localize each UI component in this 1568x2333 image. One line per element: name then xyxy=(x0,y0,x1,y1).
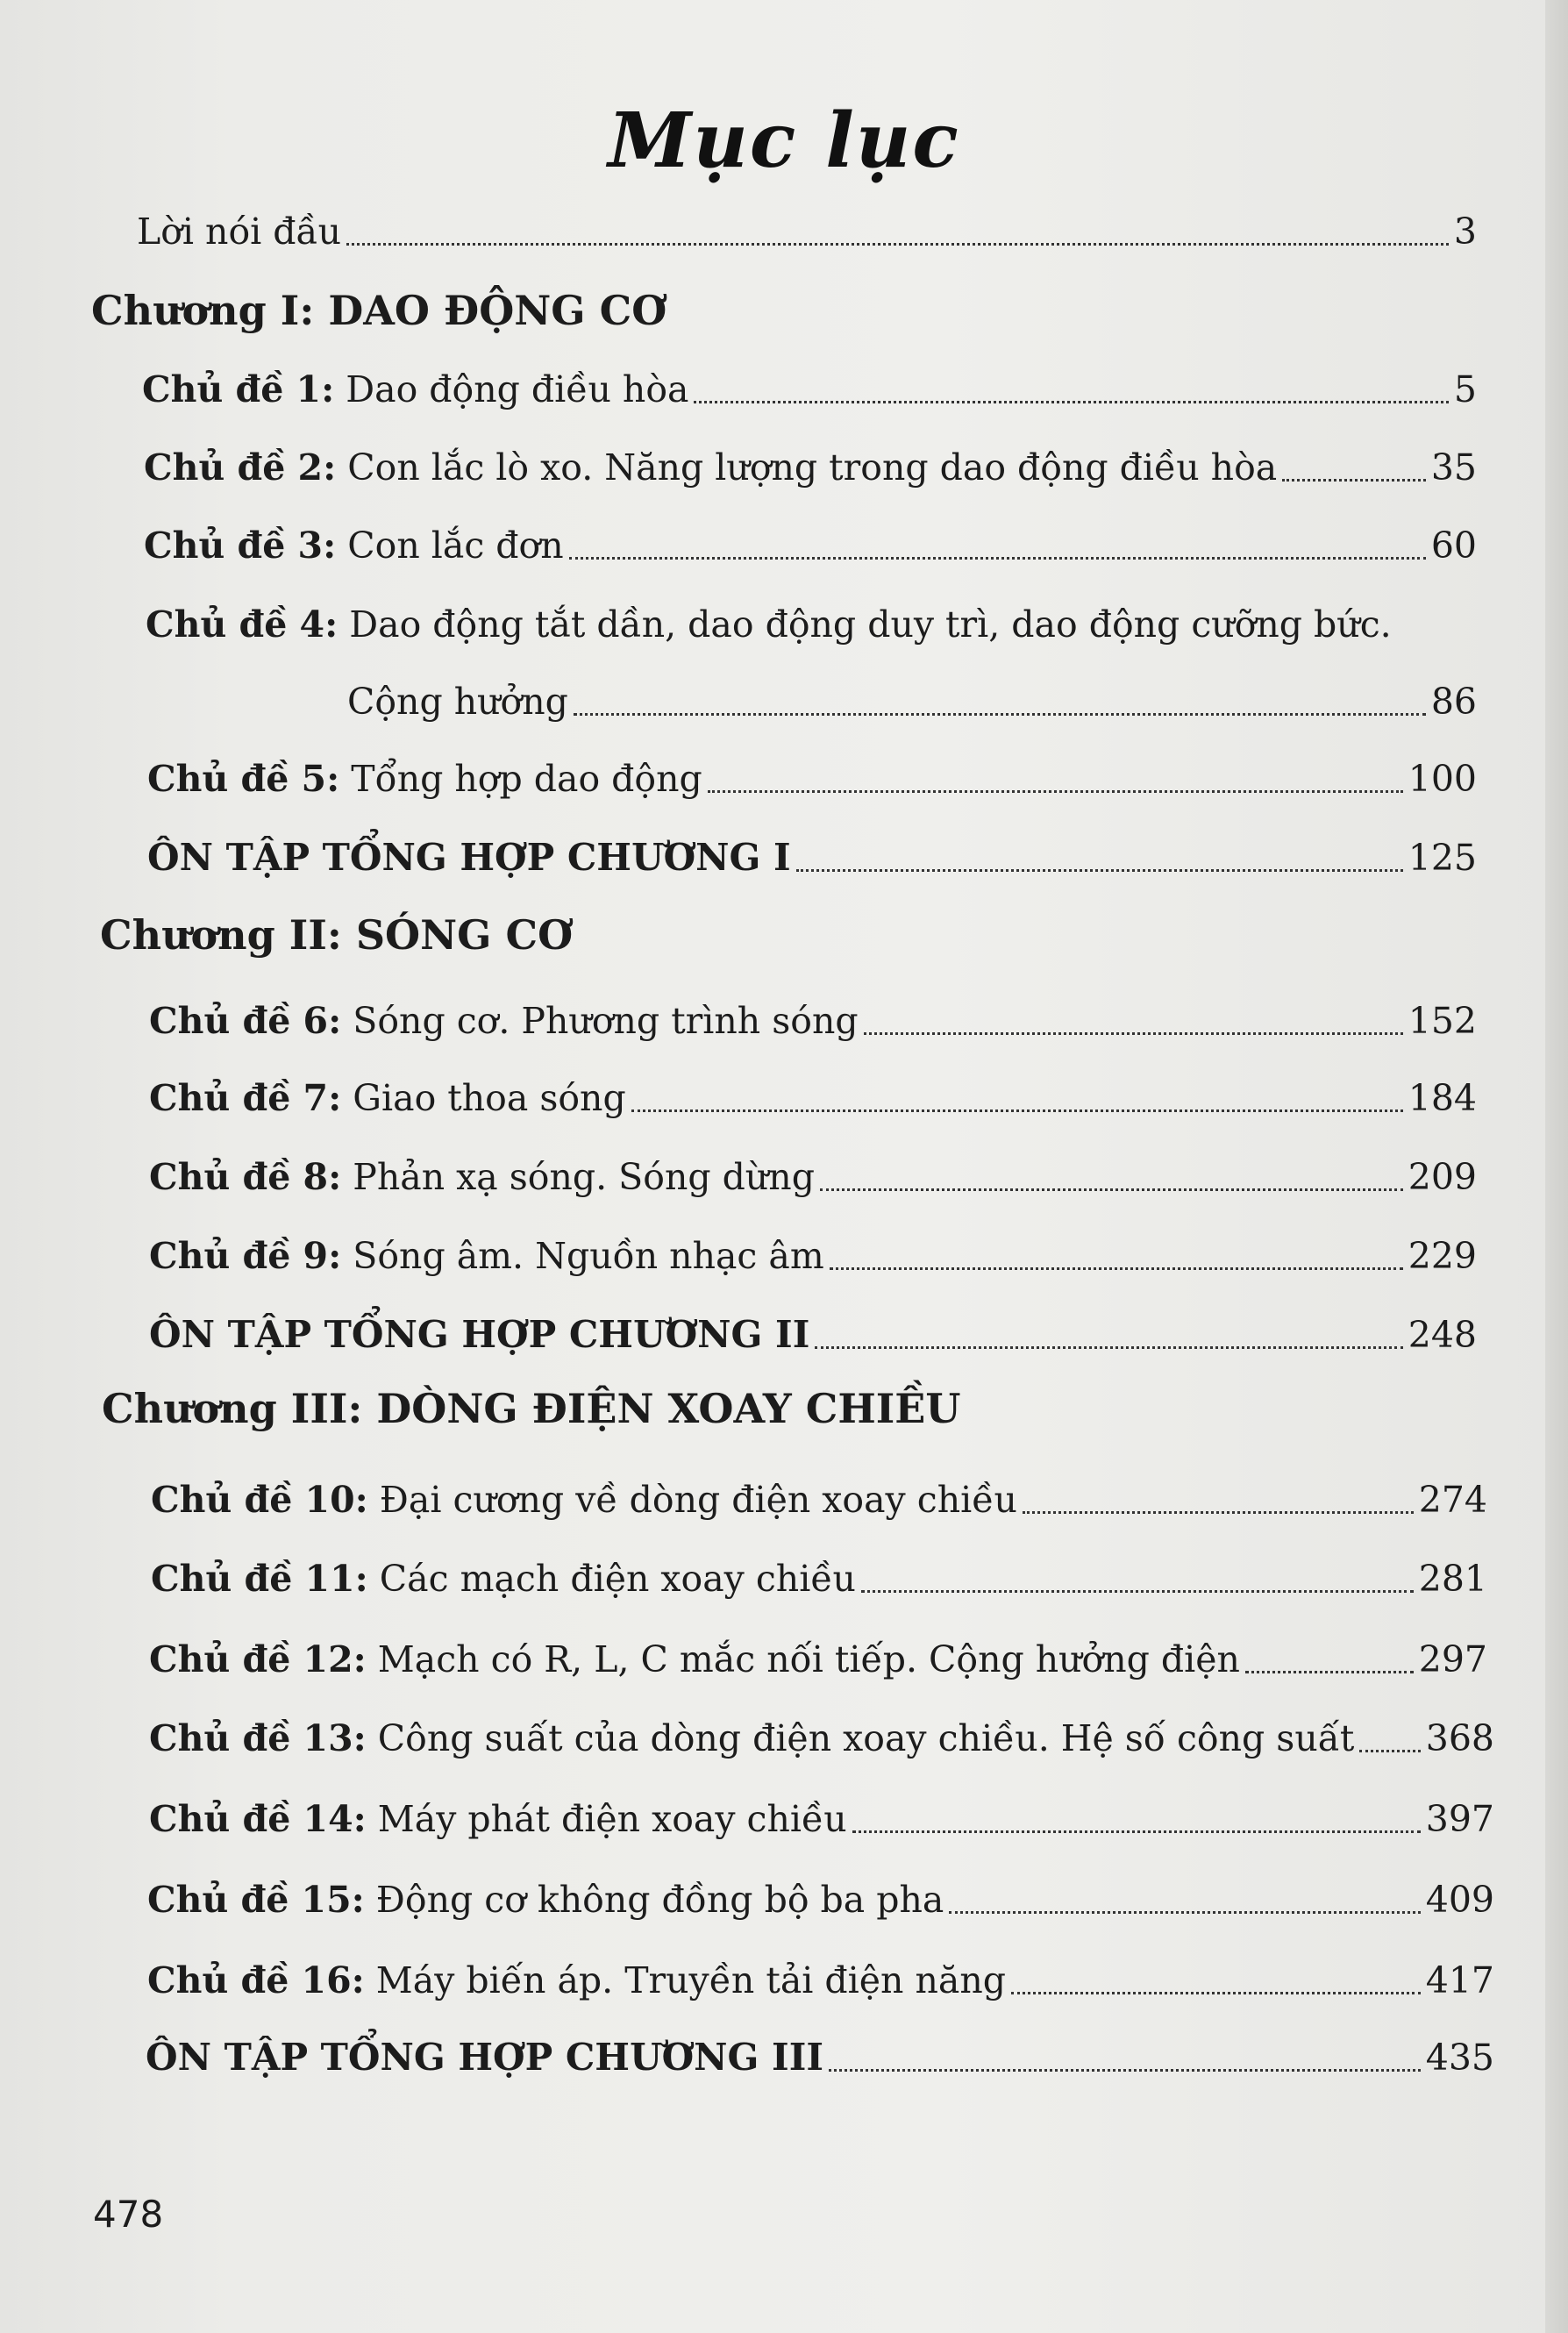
topic-prefix: Chủ đề 5: xyxy=(147,758,340,800)
dot-leader xyxy=(861,1590,1414,1593)
dot-leader xyxy=(852,1830,1421,1833)
toc-entry-topic-first-line[interactable] xyxy=(146,598,1392,651)
toc-entry-label: Tổng hợp dao động xyxy=(351,758,702,800)
toc-entry-label: Dao động điều hòa xyxy=(346,368,689,410)
topic-prefix: Chủ đề 7: xyxy=(149,1077,342,1119)
toc-entry-page: 248 xyxy=(1408,1314,1477,1356)
toc-entry-page: 281 xyxy=(1418,1558,1487,1600)
toc-entry-topic[interactable] xyxy=(147,753,1477,805)
dot-leader xyxy=(1023,1511,1414,1514)
toc-entry-topic[interactable] xyxy=(142,363,1477,416)
toc-entry-page: 60 xyxy=(1430,524,1477,567)
toc-entry-topic[interactable] xyxy=(149,1230,1477,1282)
toc-entry-label: Con lắc lò xo. Năng lượng trong dao động điều hòa xyxy=(347,446,1278,489)
toc-entry-topic[interactable] xyxy=(149,1633,1487,1686)
page-title: Mục lục xyxy=(608,96,960,185)
toc-entry-label: Máy phát điện xoay chiều xyxy=(377,1798,847,1840)
toc-entry-topic[interactable] xyxy=(149,1072,1477,1124)
toc-entry-page: 152 xyxy=(1408,1000,1477,1042)
toc-entry-label: Các mạch điện xoay chiều xyxy=(379,1558,856,1600)
toc-entry-page: 5 xyxy=(1453,368,1477,410)
dot-leader xyxy=(815,1346,1402,1349)
toc-entry-page: 86 xyxy=(1430,681,1477,723)
toc-entry-page: 409 xyxy=(1425,1879,1494,1921)
toc-entry-page: 435 xyxy=(1425,2037,1494,2079)
toc-entry-label: Dao động tắt dần, dao động duy trì, dao động cưỡng bức. xyxy=(349,603,1392,646)
dot-leader xyxy=(574,713,1426,716)
toc-entry-label: ÔN TẬP TỔNG HỢP CHƯƠNG II xyxy=(149,1313,810,1356)
toc-entry-topic[interactable] xyxy=(151,1552,1487,1605)
toc-entry-topic[interactable] xyxy=(149,1793,1494,1845)
dot-leader xyxy=(796,869,1403,872)
toc-entry-label: Giao thoa sóng xyxy=(353,1077,626,1119)
topic-prefix: Chủ đề 11: xyxy=(151,1558,368,1600)
dot-leader xyxy=(820,1188,1403,1191)
chapter-heading[interactable]: Chương I: DAO ĐỘNG CƠ xyxy=(91,287,667,334)
dot-leader xyxy=(1011,1992,1421,1994)
toc-entry-page: 297 xyxy=(1418,1638,1487,1680)
toc-entry-page: 125 xyxy=(1408,837,1477,879)
toc-entry-label: Sóng âm. Nguồn nhạc âm xyxy=(353,1235,824,1277)
topic-prefix: Chủ đề 1: xyxy=(142,368,335,410)
toc-entry-label: Đại cương về dòng điện xoay chiều xyxy=(379,1479,1017,1521)
toc-entry-review[interactable] xyxy=(147,831,1477,884)
toc-entry-label-continuation: Cộng hưởng xyxy=(347,681,568,723)
topic-prefix: Chủ đề 8: xyxy=(149,1156,342,1198)
toc-entry-page: 3 xyxy=(1453,210,1477,253)
toc-entry-page: 368 xyxy=(1425,1717,1494,1759)
topic-prefix: Chủ đề 13: xyxy=(149,1717,367,1759)
toc-entry-page: 100 xyxy=(1408,758,1477,800)
dot-leader xyxy=(830,1267,1403,1270)
toc-entry-topic[interactable] xyxy=(151,1473,1487,1526)
toc-entry-review[interactable] xyxy=(149,1309,1477,1361)
topic-prefix: Chủ đề 4: xyxy=(146,603,339,646)
dot-leader xyxy=(569,557,1426,560)
dot-leader xyxy=(829,2069,1421,2072)
toc-entry-label: Mạch có R, L, C mắc nối tiếp. Cộng hưởng điện xyxy=(377,1638,1240,1680)
toc-entry-page: 229 xyxy=(1408,1235,1477,1277)
dot-leader xyxy=(1282,479,1426,482)
toc-entry-label: Sóng cơ. Phương trình sóng xyxy=(353,1000,859,1042)
topic-prefix: Chủ đề 2: xyxy=(144,446,337,489)
toc-entry-preface[interactable] xyxy=(137,205,1477,258)
dot-leader xyxy=(346,243,1449,246)
chapter-heading[interactable]: Chương II: SÓNG CƠ xyxy=(100,911,574,959)
topic-prefix: Chủ đề 9: xyxy=(149,1235,342,1277)
toc-entry-topic[interactable] xyxy=(144,441,1477,494)
chapter-heading[interactable]: Chương III: DÒNG ĐIỆN XOAY CHIỀU xyxy=(102,1385,961,1432)
toc-entry-page: 397 xyxy=(1425,1798,1494,1840)
toc-entry-page: 35 xyxy=(1430,446,1477,489)
toc-entry-topic[interactable] xyxy=(149,1151,1477,1203)
topic-prefix: Chủ đề 14: xyxy=(149,1798,367,1840)
topic-prefix: Chủ đề 10: xyxy=(151,1479,368,1521)
toc-entry-topic[interactable] xyxy=(147,1873,1494,1926)
dot-leader xyxy=(1245,1671,1414,1673)
dot-leader xyxy=(694,401,1448,403)
toc-entry-page: 184 xyxy=(1408,1077,1477,1119)
toc-entry-topic[interactable] xyxy=(147,1954,1494,2007)
dot-leader xyxy=(864,1032,1403,1035)
topic-prefix: Chủ đề 6: xyxy=(149,1000,342,1042)
toc-entry-label: Động cơ không đồng bộ ba pha xyxy=(375,1879,944,1921)
topic-prefix: Chủ đề 16: xyxy=(147,1959,365,2001)
toc-entry-page: 209 xyxy=(1408,1156,1477,1198)
toc-entry-topic[interactable] xyxy=(149,995,1477,1047)
toc-entry-label: Con lắc đơn xyxy=(347,524,564,567)
toc-entry-topic[interactable] xyxy=(144,519,1477,572)
dot-leader xyxy=(708,790,1403,793)
toc-entry-review[interactable] xyxy=(146,2031,1494,2084)
dot-leader xyxy=(1359,1750,1420,1752)
toc-entry-label: Công suất của dòng điện xoay chiều. Hệ số công suất xyxy=(377,1717,1355,1759)
topic-prefix: Chủ đề 3: xyxy=(144,524,337,567)
toc-entry-page: 274 xyxy=(1418,1479,1487,1521)
topic-prefix: Chủ đề 15: xyxy=(147,1879,365,1921)
dot-leader xyxy=(631,1109,1403,1112)
toc-entry-label: Lời nói đầu xyxy=(137,210,342,253)
page-number: 478 xyxy=(93,2193,164,2236)
toc-entry-label: ÔN TẬP TỔNG HỢP CHƯƠNG III xyxy=(146,2036,823,2079)
dot-leader xyxy=(949,1911,1420,1914)
toc-entry-label: Máy biến áp. Truyền tải điện năng xyxy=(375,1959,1006,2001)
toc-entry-label: Phản xạ sóng. Sóng dừng xyxy=(353,1156,815,1198)
toc-entry-topic[interactable] xyxy=(149,1712,1494,1765)
topic-prefix: Chủ đề 12: xyxy=(149,1638,367,1680)
toc-entry-label: ÔN TẬP TỔNG HỢP CHƯƠNG I xyxy=(147,836,791,879)
toc-entry-topic-continuation[interactable] xyxy=(347,675,1477,728)
toc-entry-page: 417 xyxy=(1425,1959,1494,2001)
